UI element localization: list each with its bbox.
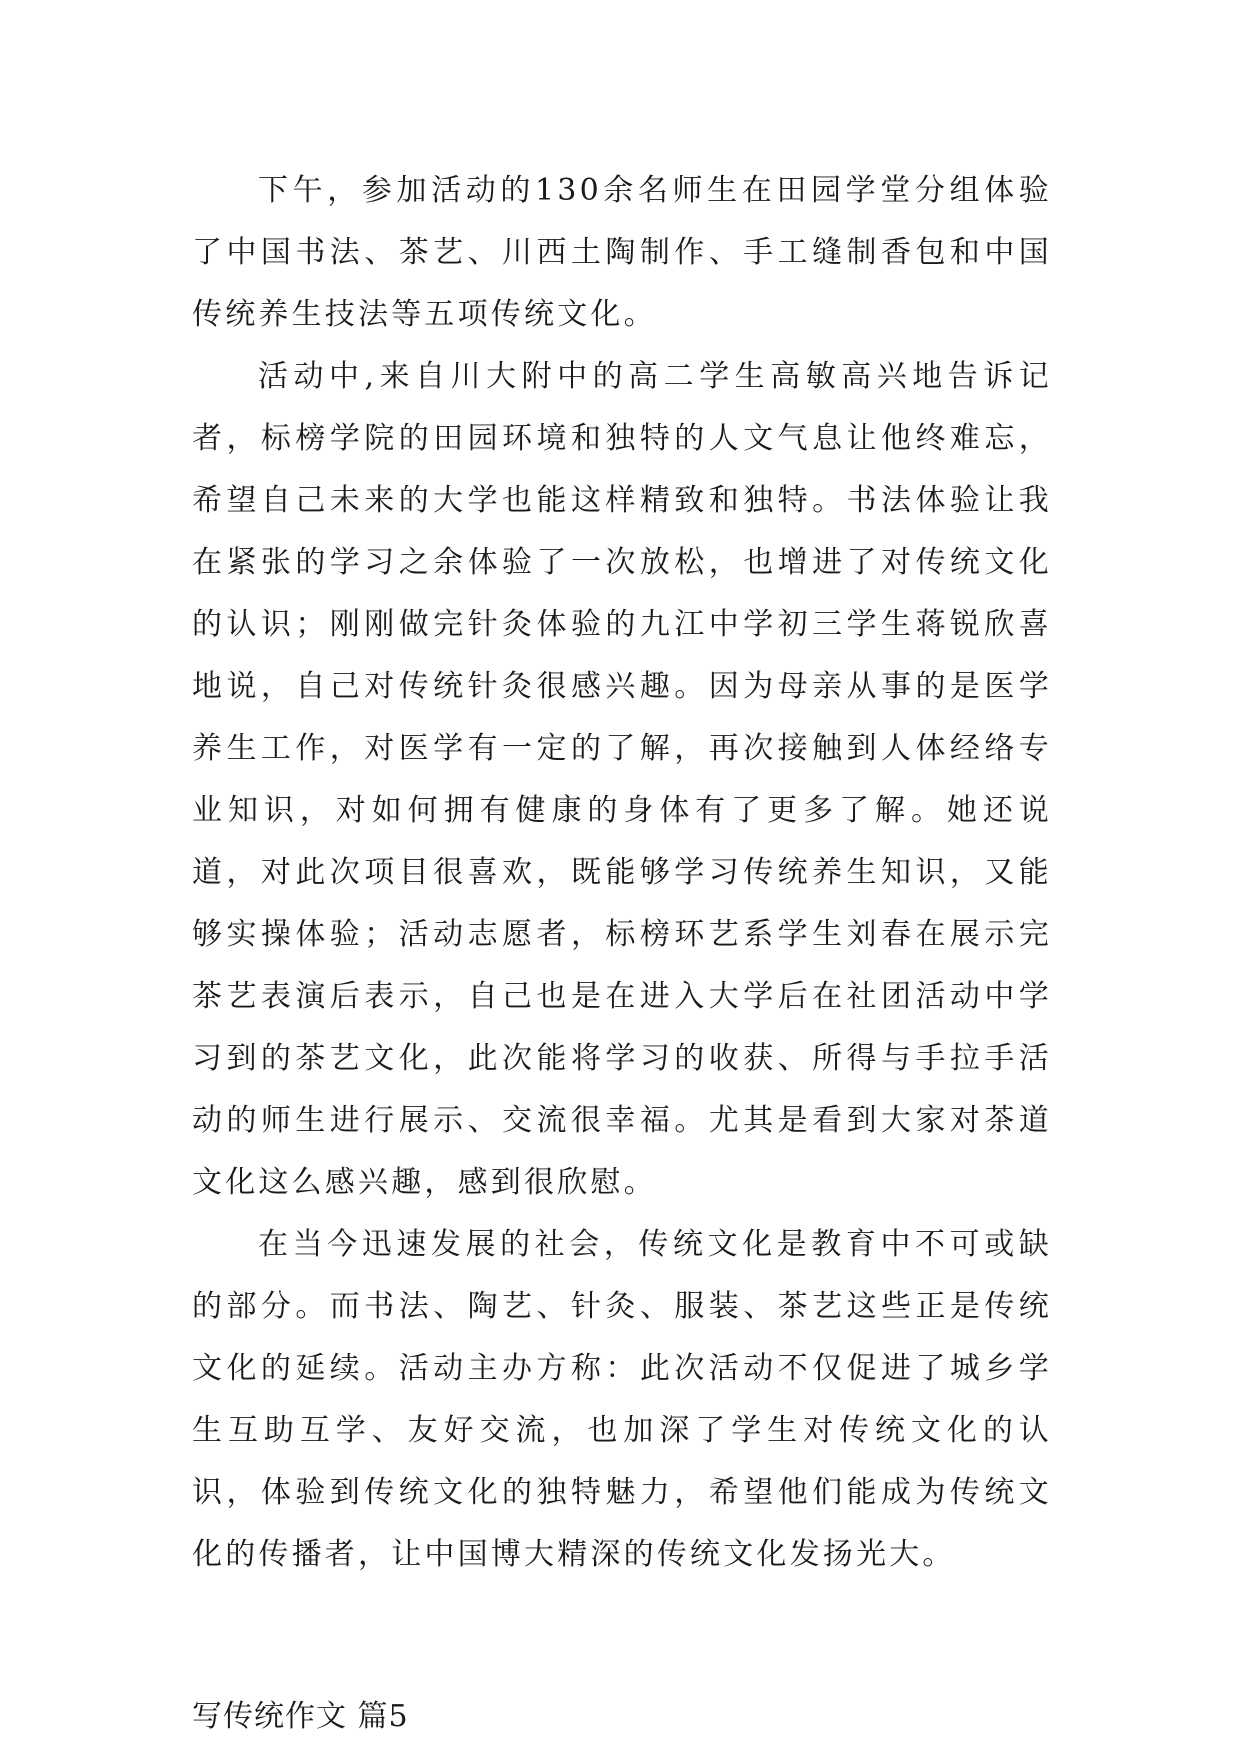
paragraph-conclusion: 在当今迅速发展的社会，传统文化是教育中不可或缺的部分。而书法、陶艺、针灸、服装、茶艺这些正是传统文化的延续。活动主办方称：此次活动不仅促进了城乡学生互助互学、友好交流，也加深了学生对传统文化的认识，体验到传统文化的独特魅力，希望他们能成为传统文化的传播者，让中国博大精深的传统文化发扬光大。 — [192, 1227, 1052, 1572]
section-heading: 写传统作文 篇5 — [192, 1699, 409, 1734]
document-body — [192, 160, 1052, 1748]
paragraph-student-feedback: 活动中,来自川大附中的高二学生高敏高兴地告诉记者，标榜学院的田园环境和独特的人文气息让他终难忘，希望自己未来的大学也能这样精致和独特。书法体验让我在紧张的学习之余体验了一次放松，也增进了对传统文化的认识；刚刚做完针灸体验的九江中学初三学生蒋锐欣喜地说，自己对传统针灸很感兴趣。因为母亲从事的是医学养生工作，对医学有一定的了解，再次接触到人体经络专业知识，对如何拥有健康的身体有了更多了解。她还说道，对此次项目很喜欢，既能够学习传统养生知识，又能够实操体验；活动志愿者，标榜环艺系学生刘春在展示完茶艺表演后表示，自己也是在进入大学后在社团活动中学习到的茶艺文化，此次能将学习的收获、所得与手拉手活动的师生进行展示、交流很幸福。尤其是看到大家对茶道文化这么感兴趣，感到很欣慰。 — [192, 359, 1052, 1200]
paragraph-activity-afternoon: 下午，参加活动的130余名师生在田园学堂分组体验了中国书法、茶艺、川西土陶制作、手工缝制香包和中国传统养生技法等五项传统文化。 — [192, 173, 1052, 332]
